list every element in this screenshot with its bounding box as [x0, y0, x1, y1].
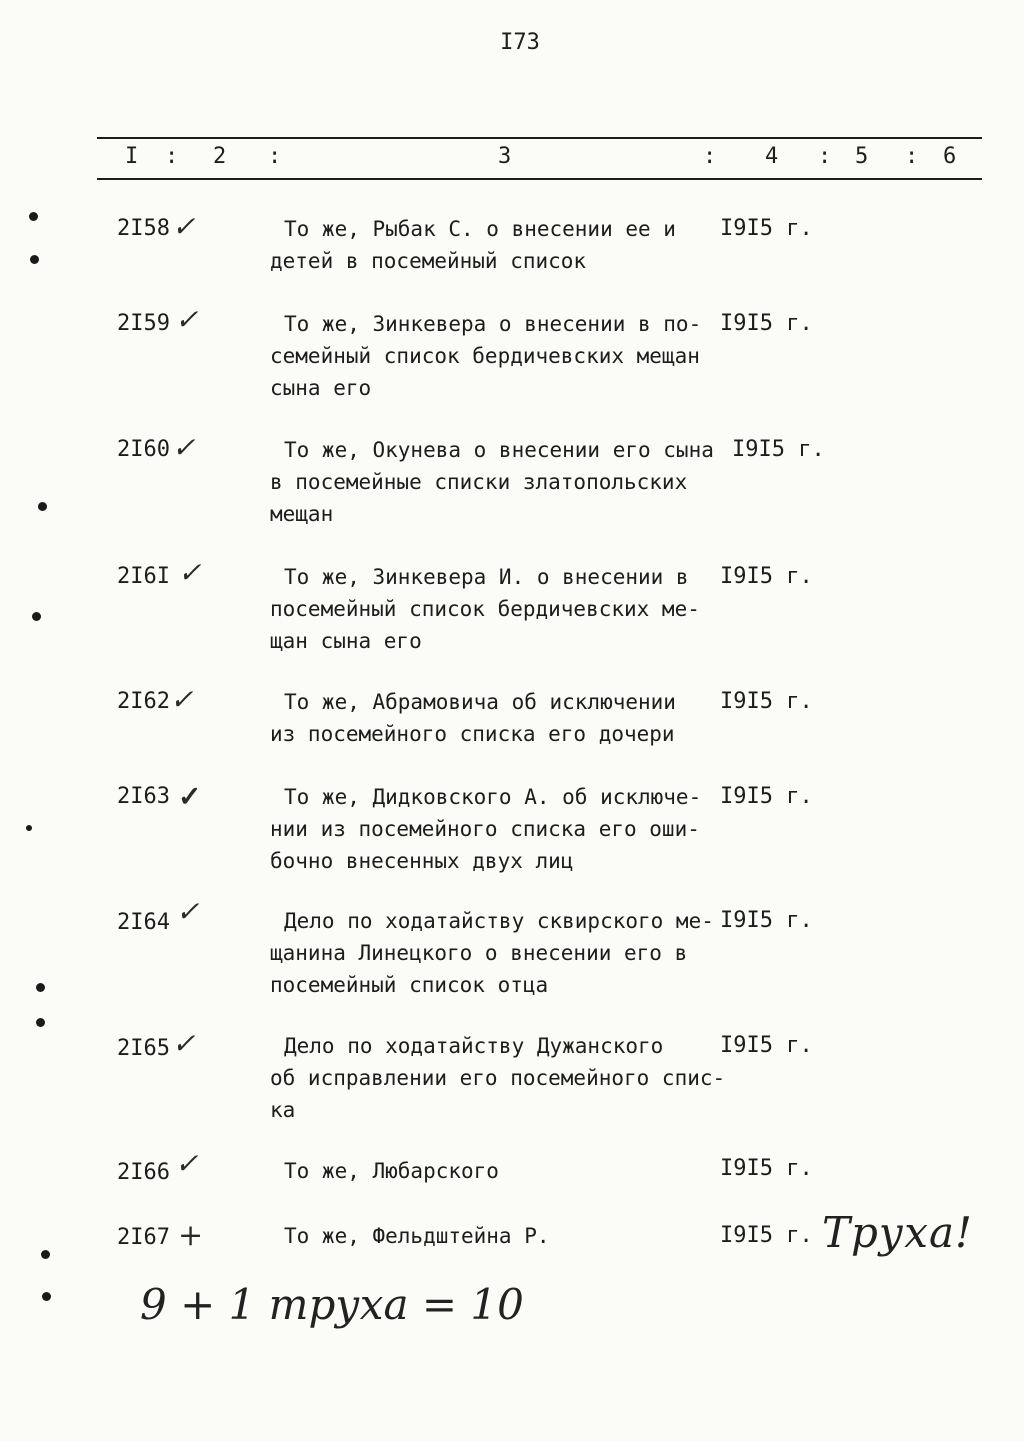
entry-number: 2I65 — [117, 1036, 170, 1061]
handwritten-truha-note: Труха! — [822, 1208, 973, 1257]
entry-year: I9I5 г. — [720, 784, 813, 809]
punch-hole-mark — [29, 212, 38, 221]
entry-year: I9I5 г. — [720, 689, 813, 714]
checkmark-icon: ✓ — [170, 683, 194, 716]
entry-number: 2I66 — [117, 1160, 170, 1185]
page-number: I73 — [500, 30, 540, 55]
entry-year: I9I5 г. — [720, 1223, 813, 1248]
punch-hole-mark — [41, 1250, 50, 1259]
table-bottom-rule — [97, 178, 982, 180]
punch-hole-mark — [36, 983, 45, 992]
table-top-rule — [97, 137, 982, 139]
checkmark-icon: ✓ — [172, 431, 196, 464]
entry-year: I9I5 г. — [720, 311, 813, 336]
column-header-2: 2 — [213, 144, 227, 169]
entry-year: I9I5 г. — [720, 908, 813, 933]
entry-number: 2I60 — [117, 437, 170, 462]
entry-description: То же, Фельдштейна Р. — [284, 1224, 550, 1248]
entry-description: То же, Абрамовича об исключении из посемейного списка его дочери — [270, 690, 676, 746]
entry-description: То же, Зинкевера И. о внесении в посемейный список бердичевских ме- щан сына его — [270, 565, 700, 653]
entry-description: То же, Зинкевера о внесении в по- семейный список бердичевских мещан сына его — [270, 312, 702, 400]
column-separator: : — [268, 144, 282, 169]
entry-number: 2I64 — [117, 910, 170, 935]
column-separator: : — [905, 144, 919, 169]
entry-description: То же, Дидковского А. об исключе- нии из посемейного списка его оши- бочно внесенных двух лиц — [270, 785, 702, 873]
punch-hole-mark — [30, 255, 39, 264]
checkmark-icon: ✓ — [178, 556, 202, 589]
entry-year: I9I5 г. — [732, 437, 825, 462]
entry-description: То же, Любарского — [284, 1159, 499, 1183]
column-header-3: 3 — [498, 144, 512, 169]
entry-description: То же, Окунева о внесении его сына в посемейные списки златопольских мещан — [270, 438, 714, 526]
entry-number: 2I62 — [117, 689, 170, 714]
checkmark-icon: ✓ — [178, 780, 202, 813]
punch-hole-mark — [32, 612, 41, 621]
column-separator: : — [818, 144, 832, 169]
punch-hole-mark — [42, 1292, 51, 1301]
checkmark-icon: ✓ — [175, 303, 199, 336]
entry-description: То же, Рыбак С. о внесении ее и детей в посемейный список — [270, 217, 676, 273]
column-header-1: I — [125, 144, 139, 169]
checkmark-icon: ✓ — [176, 895, 200, 928]
entry-number: 2I6I — [117, 564, 170, 589]
checkmark-icon: ✓ — [172, 1027, 196, 1060]
entry-year: I9I5 г. — [720, 564, 813, 589]
plus-mark-icon: + — [178, 1218, 204, 1253]
entry-description: Дело по ходатайству сквирского ме- щанина Линецкого о внесении его в посемейный список отца — [270, 909, 714, 997]
entry-number: 2I58 — [117, 216, 170, 241]
entry-number: 2I63 — [117, 784, 170, 809]
checkmark-icon: ✓ — [175, 1147, 199, 1180]
column-separator: : — [165, 144, 179, 169]
column-header-4: 4 — [765, 144, 779, 169]
punch-hole-mark — [38, 502, 47, 511]
handwritten-tally-note: 9 + 1 труха = 10 — [140, 1280, 524, 1329]
column-header-5: 5 — [855, 144, 869, 169]
column-separator: : — [703, 144, 717, 169]
punch-hole-mark — [36, 1018, 45, 1027]
entry-year: I9I5 г. — [720, 216, 813, 241]
entry-year: I9I5 г. — [720, 1033, 813, 1058]
column-header-6: 6 — [943, 144, 957, 169]
entry-description: Дело по ходатайству Дужанского об исправлении его посемейного спис- ка — [270, 1034, 726, 1122]
punch-hole-mark — [26, 825, 32, 831]
entry-number: 2I59 — [117, 311, 170, 336]
entry-number: 2I67 — [117, 1225, 170, 1250]
checkmark-icon: ✓ — [172, 210, 196, 243]
entry-year: I9I5 г. — [720, 1156, 813, 1181]
